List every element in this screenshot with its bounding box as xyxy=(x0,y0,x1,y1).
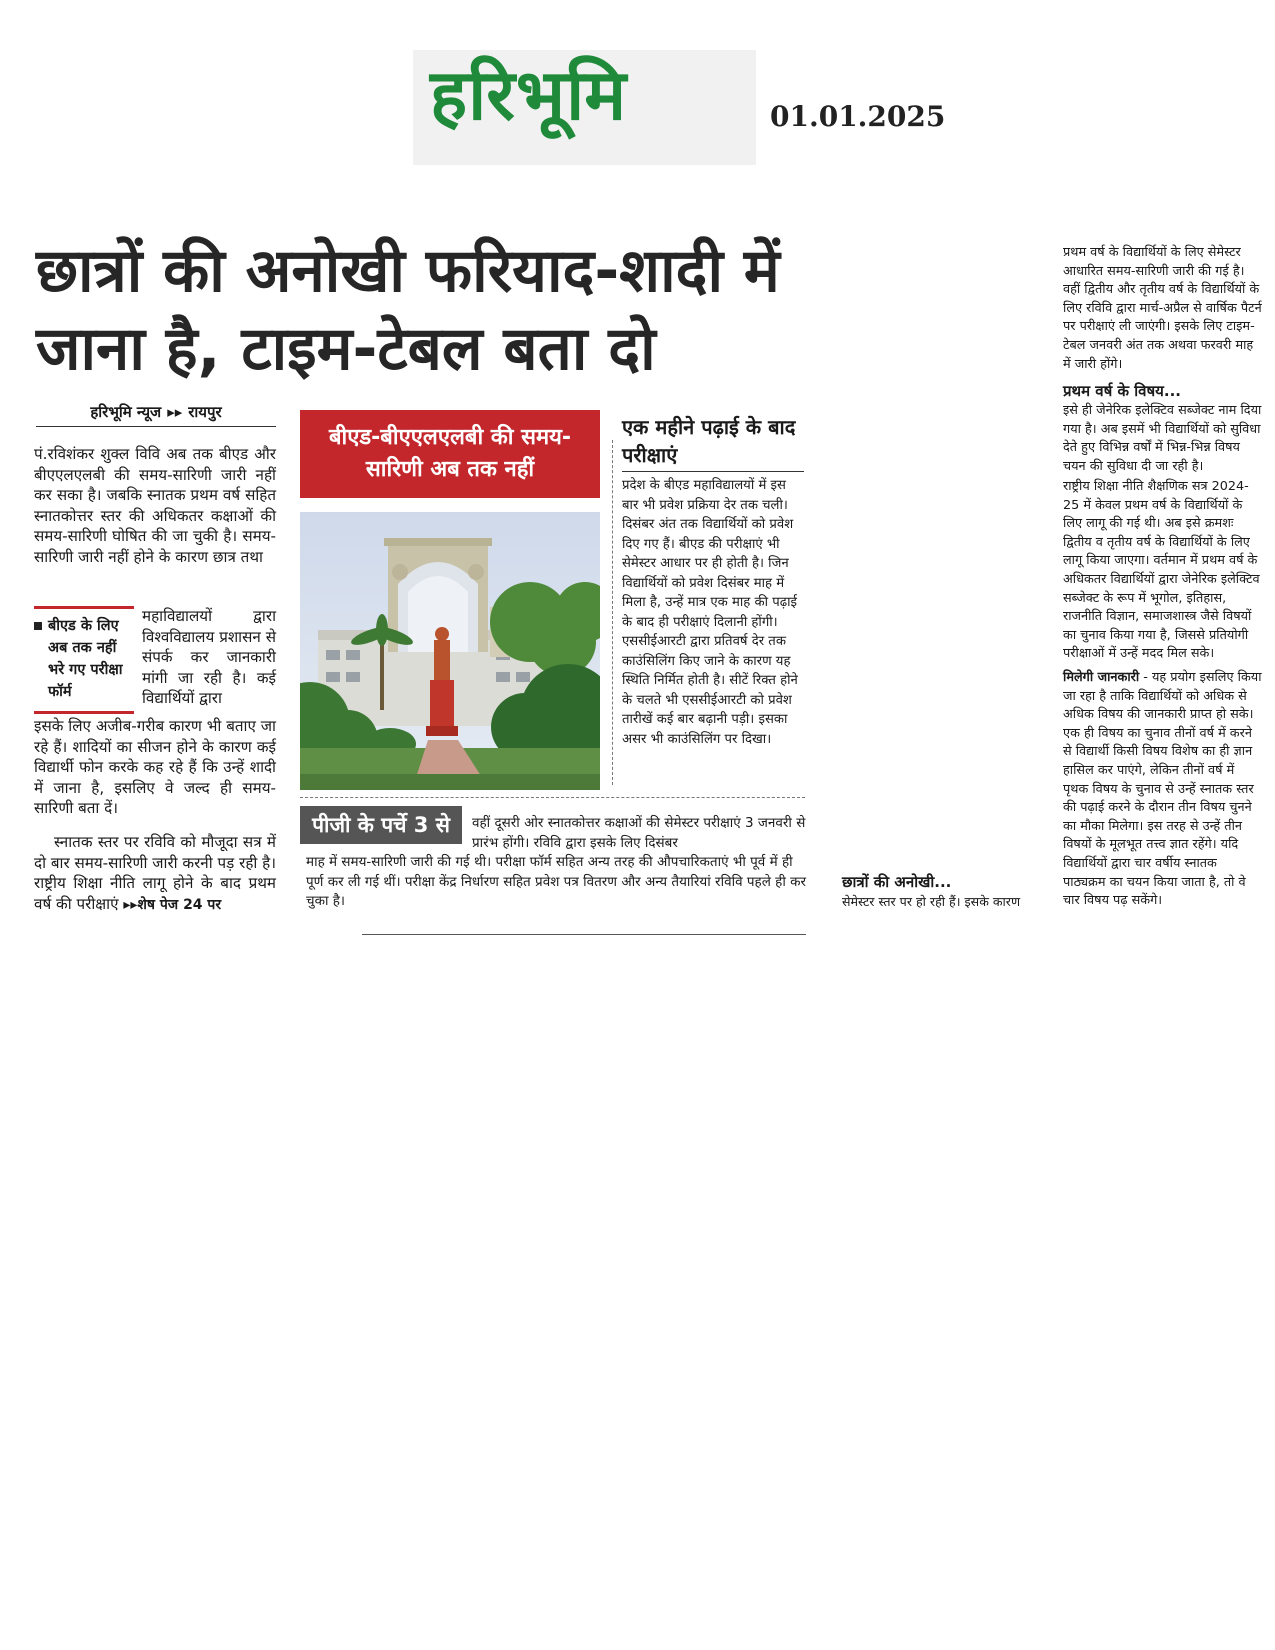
right-paragraph-4-lead: मिलेगी जानकारी xyxy=(1063,670,1140,685)
newspaper-logo: हरिभूमि xyxy=(430,54,628,136)
pg-exam-label: पीजी के पर्चे 3 से xyxy=(300,806,462,844)
callout-box xyxy=(34,606,134,714)
byline-source: हरिभूमि न्यूज xyxy=(90,403,162,421)
left-paragraph-1-top: पं.रविशंकर शुक्ल विवि अब तक बीएड और बीएएलएलबी की समय-सारिणी जारी नहीं कर सका है। जबकि स्नातक प्रथम वर्ष सहित स्नातकोत्तर स्तर की अधिकतर कक्षाओं की समय-सारिणी घोषित की जा चुकी है। समय-सारिणी जारी नहीं होने के कारण छात्र तथा xyxy=(34,445,276,566)
right-subheading: प्रथम वर्ष के विषय... xyxy=(1063,382,1181,400)
continuation-body: सेमेस्टर स्तर पर हो रही हैं। इसके कारण xyxy=(842,894,1021,909)
byline xyxy=(36,402,276,427)
left-paragraph-1-wrap: महाविद्यालयों द्वारा विश्वविद्यालय प्रशासन से संपर्क कर जानकारी मांगी जा रही है। कई विद्यार्थियों द्वारा xyxy=(142,607,276,707)
right-paragraph-1: प्रथम वर्ष के विद्यार्थियों के लिए सेमेस्टर आधारित समय-सारिणी जारी की गई है। वहीं द्वितीय और तृतीय वर्ष के विद्यार्थियों के लिए रविवि द्वारा मार्च-अप्रैल से वार्षिक पैटर्न पर परीक्षाएं ली जाएंगी। इसके लिए टाइम-टेबल जनवरी अंत तक अथवा फरवरी माह में जारी होंगे। xyxy=(1063,245,1262,372)
middle-subheading: एक महीने पढ़ाई के बाद परीक्षाएं xyxy=(622,413,804,472)
right-paragraph-4 xyxy=(1063,669,1263,911)
continued-on-page-link[interactable]: ▸▸शेष पेज 24 पर xyxy=(123,896,222,913)
continuation-heading: छात्रों की अनोखी... xyxy=(842,873,952,891)
article-headline: छात्रों की अनोखी फरियाद-शादी में जाना है, टाइम-टेबल बता दो xyxy=(36,236,780,384)
subheadline-red-box: बीएड-बीएएलएलबी की समय-सारिणी अब तक नहीं xyxy=(300,410,600,498)
right-paragraph-3: राष्ट्रीय शिक्षा नीति शैक्षणिक सत्र 2024-25 में केवल प्रथम वर्ष के विद्यार्थियों के लिए लागू की गई थी। अब इसे क्रमशः द्वितीय व तृतीय वर्ष के विद्यार्थियों के लिए लागू किया जाएगा। वर्तमान में प्रथम वर्ष के अधिकतर विद्यार्थियों द्वारा जेनेरिक इलेक्टिव सब्जेक्ट के रूप में भूगोल, इतिहास, राजनीति विज्ञान, समाजशास्त्र जैसे विषयों का चुनाव किया गया है, जिससे प्रतियोगी परीक्षाओं में उन्हें मदद मिल सके। xyxy=(1063,479,1260,662)
section-divider xyxy=(300,797,805,798)
byline-arrow-icon: ▸▸ xyxy=(167,403,183,421)
right-paragraph-4-text: - यह प्रयोग इसलिए किया जा रहा है ताकि विद्यार्थियों को अधिक से अधिक विषय की जानकारी प्राप्त हो सके। एक ही विषय का चुनाव तीनों वर्ष में करने से विद्यार्थी किसी विषय विशेष का ही ज्ञान हासिल कर पाएंगे, लेकिन तीनों वर्ष में पृथक विषय के चुनाव से उन्हें स्नातक स्तर की पढ़ाई करने के दौरान तीन विषय चुनने का मौका मिलेगा। इस तरह से उन्हें तीन विषयों के मूलभूत तत्त्व ज्ञात रहेंगे। यदि विद्यार्थियों द्वारा चार वर्षीय स्नातक पाठ्यक्रम का चयन किया जाता है, तो वे चार विषय पढ़ सकेंगे। xyxy=(1063,670,1262,909)
right-paragraph-2: इसे ही जेनेरिक इलेक्टिव सब्जेक्ट नाम दिया गया है। अब इसमें भी विद्यार्थियों को सुविधा देते हुए विभिन्न वर्षों में भिन्न-भिन्न विषय चयन की सुविधा दी जा रही है। xyxy=(1063,403,1262,474)
callout-text: बीएड के लिए अब तक नहीं भरे गए परीक्षा फॉर्म xyxy=(48,618,123,700)
column-divider xyxy=(612,440,613,785)
bottom-rule xyxy=(362,934,806,935)
left-paragraph-1-bottom: इसके लिए अजीब-गरीब कारण भी बताए जा रहे हैं। शादियों का सीजन होने के कारण कई विद्यार्थी फोन करके कह रहे हैं कि उन्हें शादी में जाना है, इसलिए वे जल्द ही समय-सारिणी बता दें। xyxy=(34,717,276,817)
pg-body-text-2: माह में समय-सारिणी जारी की गई थी। परीक्षा फॉर्म सहित अन्य तरह की औपचारिकताएं भी पूर्व में ही पूर्ण कर ली गई थीं। परीक्षा केंद्र निर्धारण सहित प्रवेश पत्र वितरण और अन्य तैयारियां रविवि पहले ही कर चुका है। xyxy=(306,854,806,909)
left-paragraph-2-text: स्नातक स्तर पर रविवि को मौजूदा सत्र में दो बार समय-सारिणी जारी करनी पड़ रही है। राष्ट्रीय शिक्षा नीति लागू होने के बाद प्रथम वर्ष की परीक्षाएं xyxy=(34,833,276,913)
bullet-square-icon xyxy=(34,622,42,630)
publication-date: 01.01.2025 xyxy=(770,100,946,133)
middle-body-text: प्रदेश के बीएड महाविद्यालयों में इस बार भी प्रवेश प्रक्रिया देर तक चली। दिसंबर अंत तक विद्यार्थियों को प्रवेश दिए गए हैं। बीएड की परीक्षाएं भी सेमेस्टर आधार पर ही होती है। जिन विद्यार्थियों को प्रवेश दिसंबर माह में मिला है, उन्हें मात्र एक माह की पढ़ाई के बाद ही परीक्षाएं दिलानी होंगी। एससीईआरटी द्वारा प्रतिवर्ष देर तक काउंसिलिंग किए जाने के कारण यह स्थिति निर्मित होती है। सीटें रिक्त होने के चलते भी एससीईआरटी को प्रवेश तारीखें कई बार बढ़ानी पड़ी। इसका असर भी काउंसिलिंग पर दिखा। xyxy=(622,478,798,747)
left-paragraph-2 xyxy=(34,832,276,915)
byline-city: रायपुर xyxy=(188,403,222,421)
university-building-photo xyxy=(300,512,600,790)
pg-body-text-1: वहीं दूसरी ओर स्नातकोत्तर कक्षाओं की सेमेस्टर परीक्षाएं 3 जनवरी से प्रारंभ होंगी। रविवि द्वारा इसके लिए दिसंबर xyxy=(472,815,806,851)
